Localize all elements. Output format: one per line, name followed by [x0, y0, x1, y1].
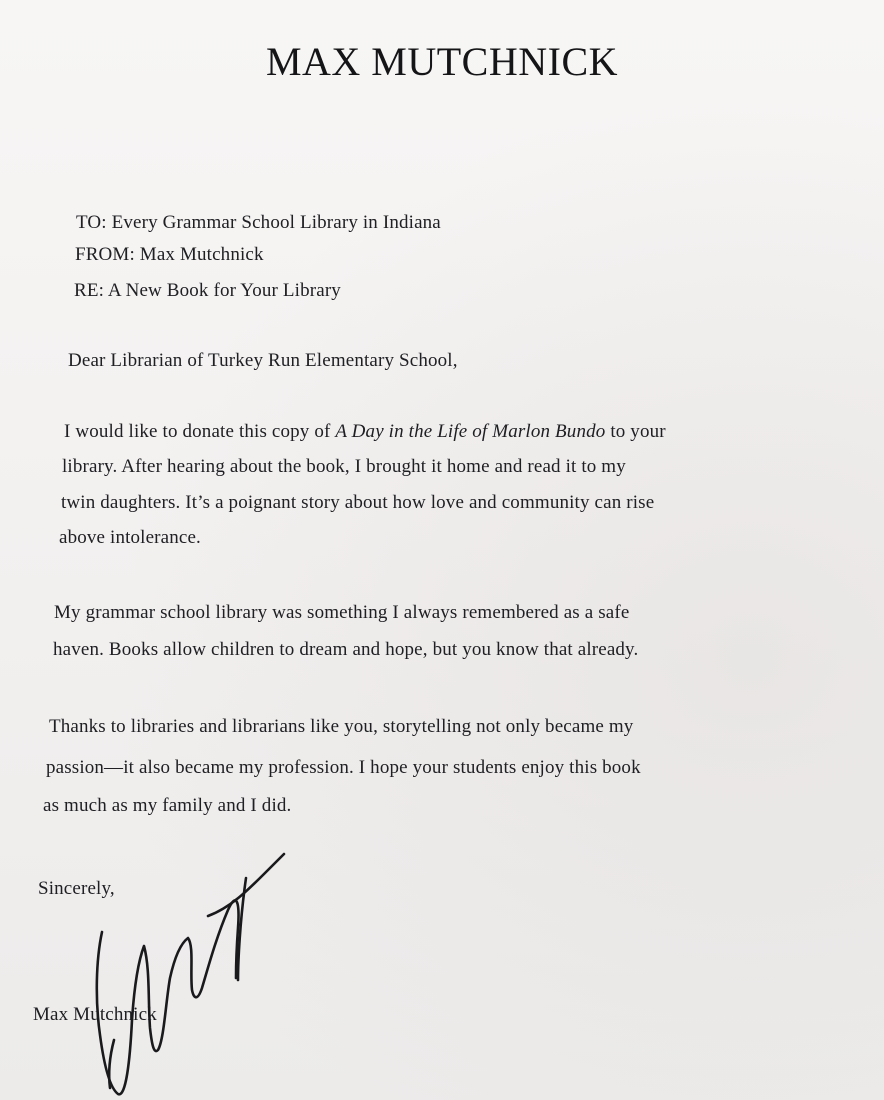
paragraph-3-line-2: passion—it also became my profession. I hope your students enjoy this book — [46, 757, 641, 778]
salutation: Dear Librarian of Turkey Run Elementary School, — [68, 350, 458, 371]
memo-re: RE: A New Book for Your Library — [74, 280, 341, 301]
book-title: A Day in the Life of Marlon Bundo — [335, 421, 606, 442]
paragraph-2-line-2: haven. Books allow children to dream and hope, but you know that already. — [53, 639, 639, 660]
letterhead-name: MAX MUTCHNICK — [265, 39, 619, 84]
paragraph-3-line-3: as much as my family and I did. — [43, 795, 292, 816]
paragraph-1-line-1 — [64, 421, 666, 443]
paragraph-1-line-1-end: to your — [605, 421, 666, 442]
paragraph-1-line-4: above intolerance. — [59, 527, 201, 548]
paragraph-3-line-1: Thanks to libraries and librarians like you, storytelling not only became my — [49, 716, 634, 737]
memo-to: TO: Every Grammar School Library in Indiana — [76, 212, 441, 233]
paragraph-1-line-2: library. After hearing about the book, I brought it home and read it to my — [62, 456, 626, 477]
memo-from: FROM: Max Mutchnick — [75, 244, 264, 265]
closing: Sincerely, — [38, 878, 115, 899]
paragraph-1-line-1-start: I would like to donate this copy of — [64, 421, 336, 442]
paragraph-2-line-1: My grammar school library was something I always remembered as a safe — [54, 602, 630, 623]
paragraph-1-line-3: twin daughters. It’s a poignant story about how love and community can rise — [61, 492, 655, 513]
signature-scribble-icon — [80, 850, 310, 1100]
signature-name: Max Mutchnick — [33, 1004, 157, 1025]
